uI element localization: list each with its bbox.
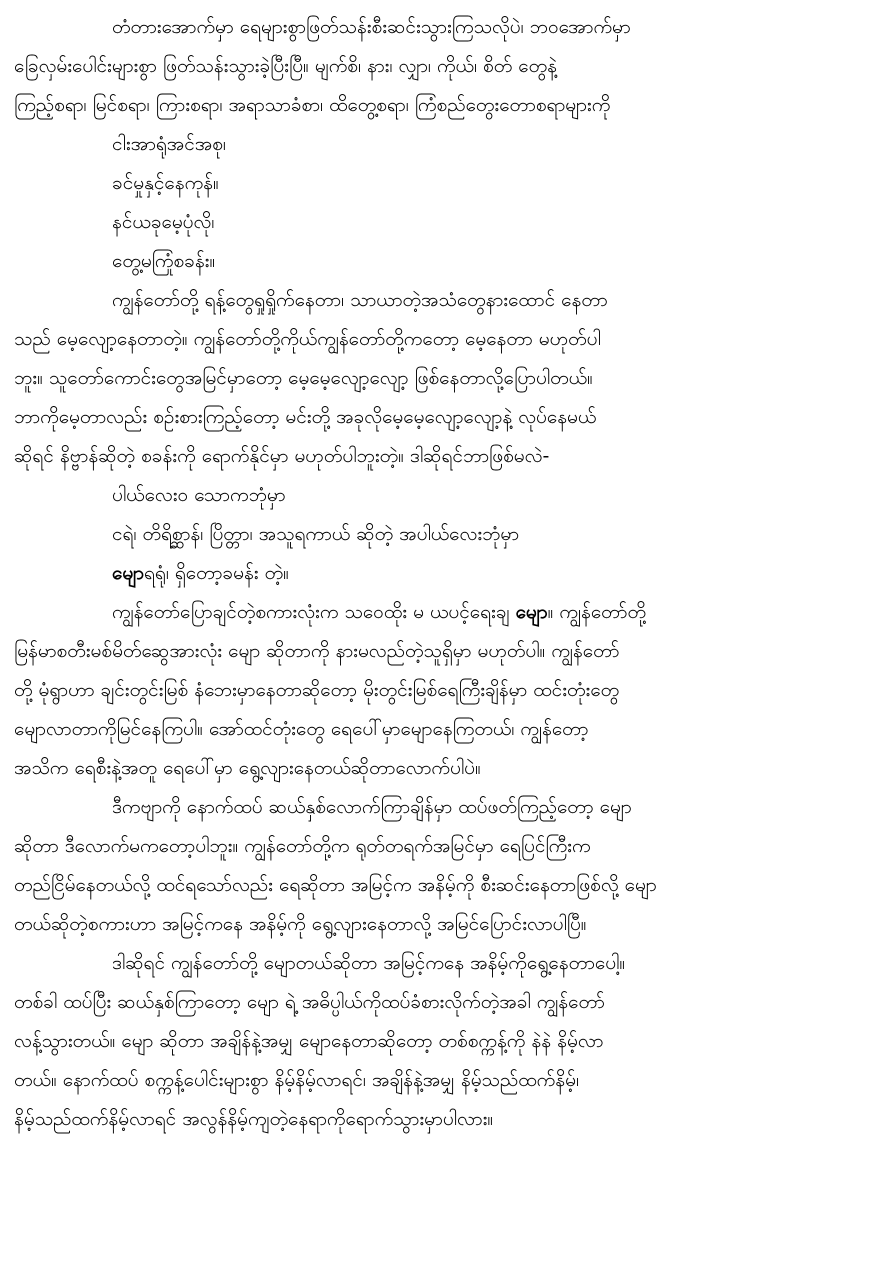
verse-line: ခင်မှုနှင့်နေကုန်။ — [112, 172, 219, 194]
text-line: နိမ့်သည်ထက်နိမ့်လာရင် အလွန်နိမ့်ကျတဲ့နေရာကိုရောက်သွားမှာပါလား။ — [14, 1108, 494, 1130]
verse-line: ငရဲ၊ တိရိစ္ဆာန်၊ ပြိတ္တာ၊ အသူရကာယ် ဆိုတဲ့ အပါယ်လေးဘုံမှာ — [112, 523, 520, 545]
verse-line: ပါယ်လေးဝ သောကဘုံမှာ — [112, 484, 286, 506]
bold-word: မျော — [515, 601, 548, 623]
text-line: တစ်ခါ ထပ်ပြီး ဆယ်နှစ်ကြာတော့ မျော ရဲ့ အဓိပ္ပါယ်ကိုထပ်ခံစားလိုက်တဲ့အခါ ကျွန်တော် — [14, 991, 605, 1013]
text-segment: ကျွန်တော်ပြောချင်တဲ့စကားလုံးက သဝေထိုး မ ယပင့်ရေးချ — [112, 601, 516, 623]
verse-line — [14, 554, 862, 593]
verse-line: နင်ယခုမေ့ပုံလို၊ — [112, 211, 215, 233]
text-segment: ။ ကျွန်တော်တို့ — [547, 601, 646, 623]
text-line: ခြေလှမ်းပေါင်းများစွာ ဖြတ်သန်းသွားခဲ့ပြီးပြီ။ မျက်စိ၊ နား၊ လျှာ၊ ကိုယ်၊ စိတ် တွေနဲ့ — [14, 55, 557, 77]
text-line: ဆိုတာ ဒီလောက်မကတော့ပါဘူး။ ကျွန်တော်တို့က ရုတ်တရက်အမြင်မှာ ရေပြင်ကြီးက — [14, 835, 591, 857]
verse-text: ရရုံ၊ ရှိတော့ခမန်း တဲ့။ — [144, 562, 289, 584]
text-line: တယ်ဆိုတဲ့စကားဟာ အမြင့်ကနေ အနိမ့်ကို ရွေ့လျားနေတာလို့ အမြင်ပြောင်းလာပါပြီ။ — [14, 913, 587, 935]
text-line: တယ်။ နောက်ထပ် စက္ကန့်ပေါင်းများစွာ နိမ့်နိမ့်လာရင်၊ အချိန်နဲ့အမျှ နိမ့်သည်ထက်နိမ့်၊ — [14, 1069, 579, 1091]
verse-line: ငါးအာရုံအင်အစု၊ — [112, 133, 226, 155]
text-line: တံတားအောက်မှာ ရေများစွာဖြတ်သန်းစီးဆင်းသွားကြသလိုပဲ၊ ဘဝအောက်မှာ — [112, 16, 631, 38]
text-line: ကြည့်စရာ၊ မြင်စရာ၊ ကြားစရာ၊ အရာသာခံစာ၊ ထိတွေ့စရာ၊ ကြံစည်တွေးတောစရာများကို — [14, 94, 611, 116]
text-line: တည်ငြိမ်နေတယ်လို့ ထင်ရသော်လည်း ရေဆိုတာ အမြင့်က အနိမ့်ကို စီးဆင်းနေတာဖြစ်လို့ မျော — [14, 874, 657, 896]
bold-word: မျော — [112, 562, 144, 584]
text-line: မြန်မာစတီးမစ်မိတ်ဆွေအားလုံး မျော ဆိုတာကို နားမလည်တဲ့သူရှိမှာ မဟုတ်ပါ။ ကျွန်တော် — [14, 640, 620, 662]
text-line: တို့ မုံရွာဟာ ချင်းတွင်းမြစ် နံဘေးမှာနေတာဆိုတော့ မိုးတွင်းမြစ်ရေကြီးချိန်မှာ ထင်းတုံးတွေ — [14, 679, 620, 701]
text-line: ဘာကိုမေ့တာလည်း စဉ်းစားကြည့်တော့ မင်းတို့ အခုလိုမေ့မေ့လျော့လျော့နဲ့ လုပ်နေမယ် — [14, 406, 597, 428]
text-line: လန့်သွားတယ်။ မျော ဆိုတာ အချိန်နဲ့အမျှ မျောနေတာဆိုတော့ တစ်စက္ကန့်ကို နဲနဲ နိမ့်လာ — [14, 1030, 604, 1052]
text-line: ကျွန်တော်တို့ ရန့်တွေရှုရှိုက်နေတာ၊ သာယာတဲ့အသံတွေနားထောင် နေတာ — [112, 289, 608, 311]
text-line: ဒီကဗျာကို နောက်ထပ် ဆယ်နှစ်လောက်ကြာချိန်မှာ ထပ်ဖတ်ကြည့်တော့ မျော — [112, 796, 632, 818]
text-line — [14, 593, 862, 632]
text-line: သည် မေ့လျော့နေတာတဲ့။ ကျွန်တော်တို့ကိုယ်ကျွန်တော်တို့ကတော့ မေ့နေတာ မဟုတ်ပါ — [14, 328, 601, 350]
text-line: အသိက ရေစီးနဲ့အတူ ရေပေါ်မှာ ရွေ့လျားနေတယ်ဆိုတာလောက်ပါပဲ။ — [14, 757, 481, 779]
text-line: ဆိုရင် နိဗ္ဗာန်ဆိုတဲ့ စခန်းကို ရောက်နိုင်မှာ မဟုတ်ပါဘူးတဲ့။ ဒါဆိုရင်ဘာဖြစ်မလဲ- — [14, 445, 550, 467]
text-line: ဒါဆိုရင် ကျွန်တော်တို့ မျောတယ်ဆိုတာ အမြင့်ကနေ အနိမ့်ကိုရွေ့နေတာပေါ့။ — [112, 952, 626, 974]
verse-line: တွေ့မကြုံစခန်း။ — [112, 250, 216, 272]
text-line: ဘူး။ သူတော်ကောင်းတွေအမြင်မှာတော့ မေ့မေ့လျော့လျော့ ဖြစ်နေတာလို့ပြောပါတယ်။ — [14, 367, 593, 389]
text-line: မျောလာတာကိုမြင်နေကြပါ။ အော်ထင်တုံးတွေ ရေပေါ်မှာမျောနေကြတယ်၊ ကျွန်တော့ — [14, 718, 589, 740]
